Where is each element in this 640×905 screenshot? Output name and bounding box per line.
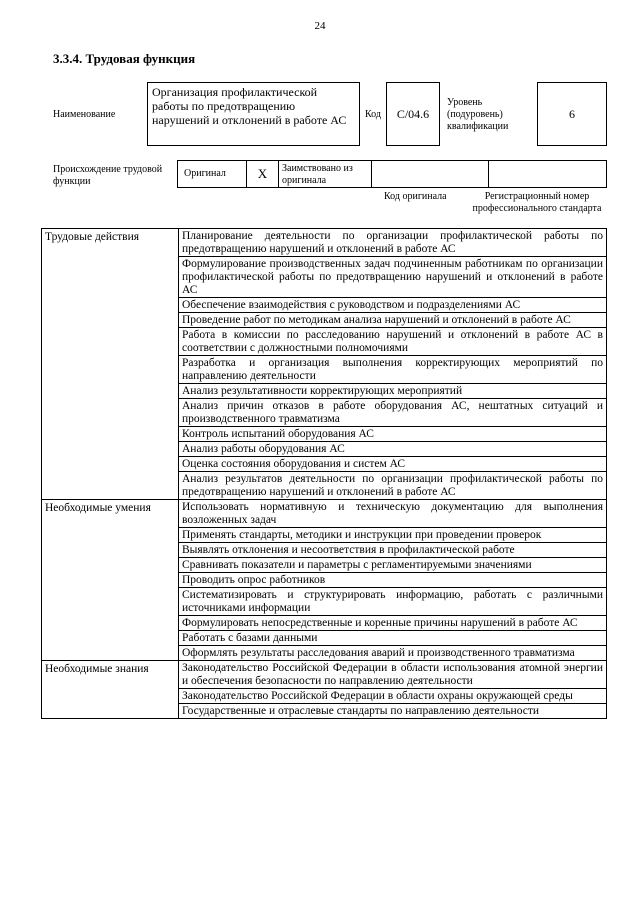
code-original-label: Код оригинала xyxy=(384,191,447,202)
item-cell: Выявлять отклонения и несоответствия в профилактической работе xyxy=(179,543,607,558)
original-mark: X xyxy=(246,160,279,188)
item-cell: Анализ работы оборудования АС xyxy=(179,442,607,457)
code-label: Код xyxy=(365,109,381,120)
origin-label: Происхождение трудовой функции xyxy=(53,164,163,187)
item-cell: Планирование деятельности по организации профилактической работы по предотвращению нарушений и отклонений в работе АС xyxy=(179,229,607,257)
item-cell: Формулирование производственных задач подчиненным работникам по организации профилактической работы по предотвращению нарушений и отклонений в работе АС xyxy=(179,257,607,298)
item-cell: Проводить опрос работников xyxy=(179,573,607,588)
item-cell: Работа в комиссии по расследованию нарушений и отклонений в работе АС в соответствии с должностными полномочиями xyxy=(179,328,607,356)
section-heading: 3.3.4. Трудовая функция xyxy=(53,51,196,66)
item-cell: Законодательство Российской Федерации в области использования атомной энергии и обеспечения безопасности по направлению деятельности xyxy=(179,661,607,689)
function-details-table xyxy=(41,228,607,719)
origin-row xyxy=(177,160,607,188)
category-cell: Трудовые действия xyxy=(42,229,179,500)
item-cell: Применять стандарты, методики и инструкции при проведении проверок xyxy=(179,528,607,543)
item-cell: Использовать нормативную и техническую документацию для выполнения возложенных задач xyxy=(179,500,607,528)
table-row xyxy=(42,500,607,528)
table-row xyxy=(42,229,607,257)
qualification-level-label: Уровень (подуровень) квалификации xyxy=(447,97,509,132)
borrowed-cell: Заимствовано из оригинала xyxy=(278,160,372,188)
item-cell: Работать с базами данными xyxy=(179,631,607,646)
category-cell: Необходимые умения xyxy=(42,500,179,661)
item-cell: Анализ причин отказов в работе оборудования АС, нештатных ситуаций и производственного травматизма xyxy=(179,399,607,427)
page-number: 24 xyxy=(314,20,326,32)
item-cell: Контроль испытаний оборудования АС xyxy=(179,427,607,442)
item-cell: Обеспечение взаимодействия с руководством и подразделениями АС xyxy=(179,298,607,313)
registration-number-label: Регистрационный номер профессионального стандарта xyxy=(472,191,602,214)
category-cell: Необходимые знания xyxy=(42,661,179,719)
item-cell: Оформлять результаты расследования аварий и производственного травматизма xyxy=(179,646,607,661)
qualification-level-box: 6 xyxy=(537,82,607,146)
function-name-box: Организация профилактической работы по предотвращению нарушений и отклонений в работе АС xyxy=(147,82,360,146)
item-cell: Анализ результатов деятельности по организации профилактической работы по предотвращению нарушений и отклонений в работе АС xyxy=(179,472,607,500)
original-cell: Оригинал xyxy=(177,160,247,188)
code-original-cell xyxy=(371,160,489,188)
item-cell: Государственные и отраслевые стандарты по направлению деятельности xyxy=(179,704,607,719)
item-cell: Формулировать непосредственные и коренные причины нарушений в работе АС xyxy=(179,616,607,631)
function-code-box: С/04.6 xyxy=(386,82,440,146)
item-cell: Оценка состояния оборудования и систем АС xyxy=(179,457,607,472)
table-row xyxy=(42,661,607,689)
item-cell: Разработка и организация выполнения корректирующих мероприятий по направлению деятельности xyxy=(179,356,607,384)
item-cell: Законодательство Российской Федерации в области охраны окружающей среды xyxy=(179,689,607,704)
item-cell: Проведение работ по методикам анализа нарушений и отклонений в работе АС xyxy=(179,313,607,328)
item-cell: Сравнивать показатели и параметры с регламентируемыми значениями xyxy=(179,558,607,573)
name-label: Наименование xyxy=(53,109,116,120)
registration-number-cell xyxy=(488,160,607,188)
item-cell: Анализ результативности корректирующих мероприятий xyxy=(179,384,607,399)
item-cell: Систематизировать и структурировать информацию, работать с различными источниками информации xyxy=(179,588,607,616)
